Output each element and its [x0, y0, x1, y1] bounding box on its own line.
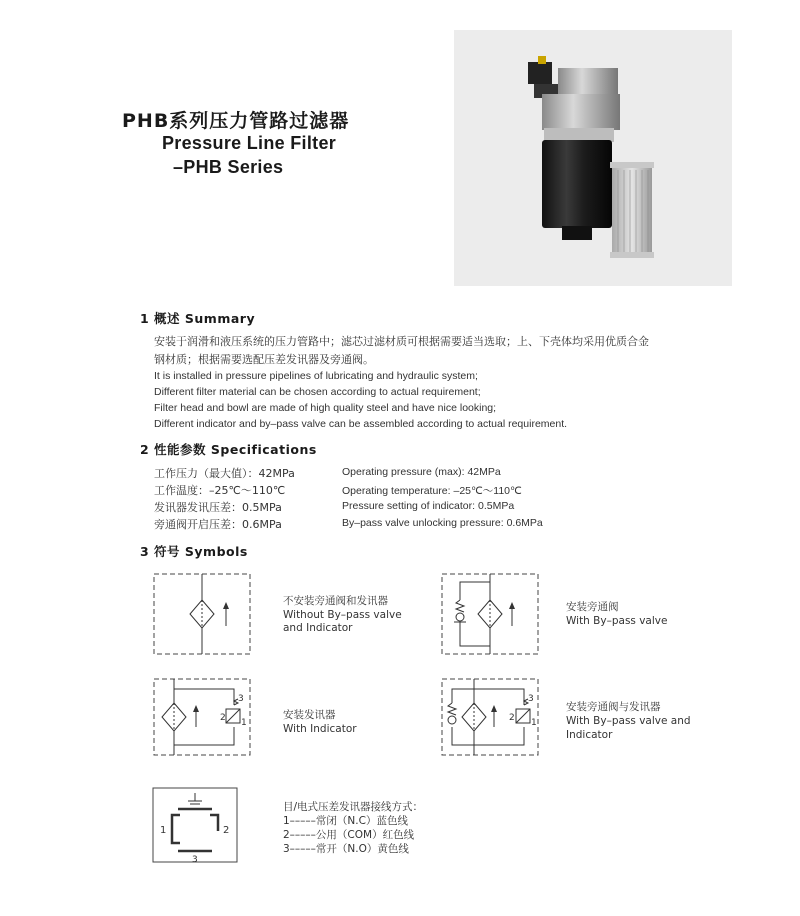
spec-cn-bypass: 旁通阀开启压差：0.6MPa [154, 518, 282, 531]
wiring-label-1: 1 [160, 825, 167, 836]
symbol3-en1: With Indicator [283, 723, 357, 735]
indicator-label-3: 3 [238, 694, 244, 704]
symbol3-cn: 安装发讯器 [283, 709, 336, 721]
symbol2-en1: With By–pass valve [566, 615, 668, 627]
spec-en-pressure: Operating pressure (max): 42MPa [342, 466, 501, 478]
symbol-filter-bypass-indicator [438, 675, 542, 759]
summary-en-line4: Different indicator and by–pass valve can be assembled according to actual requirement. [154, 418, 568, 430]
indicator-label-2: 2 [509, 713, 515, 723]
spec-en-temperature: Operating temperature: –25℃～110℃ [342, 485, 522, 497]
title-cn: PHB系列压力管路过滤器 [122, 110, 350, 132]
indicator-label-1: 1 [531, 718, 537, 728]
title-en-line2: –PHB Series [173, 157, 284, 177]
symbols-heading: 3 符号 Symbols [140, 544, 248, 559]
symbol1-en1: Without By–pass valve [283, 609, 402, 621]
summary-cn-line2: 钢材质；根据需要选配压差发讯器及旁通阀。 [154, 353, 374, 366]
symbol1-en2: and Indicator [283, 622, 353, 634]
wiring-line2: 2–––––公用（COM）红色线 [283, 829, 415, 841]
spec-cn-temperature: 工作温度：–25℃～110℃ [154, 484, 286, 497]
summary-en-line3: Filter head and bowl are made of high quality steel and have nice looking; [154, 402, 497, 414]
spec-en-bypass: By–pass valve unlocking pressure: 0.6MPa [342, 517, 543, 529]
summary-heading: 1 概述 Summary [140, 311, 256, 326]
symbol1-cn: 不安装旁通阀和发讯器 [283, 595, 388, 607]
spec-en-indicator: Pressure setting of indicator: 0.5MPa [342, 500, 515, 512]
symbol-filter-plain [150, 570, 254, 658]
spec-cn-indicator: 发讯器发讯压差：0.5MPa [154, 501, 282, 514]
summary-en-line2: Different filter material can be chosen according to actual requirement; [154, 386, 481, 398]
summary-cn-line1: 安装于润滑和液压系统的压力管路中；滤芯过滤材质可根据需要适当选取；上、下壳体均采用优质合金 [154, 335, 649, 348]
symbol2-cn: 安装旁通阀 [566, 601, 619, 613]
wiring-diagram [150, 785, 240, 867]
wiring-line1: 1–––––常闭（N.C）蓝色线 [283, 815, 408, 827]
symbol4-en2: Indicator [566, 729, 613, 741]
symbol4-cn: 安装旁通阀与发讯器 [566, 701, 661, 713]
wiring-line3: 3–––––常开（N.O）黄色线 [283, 843, 409, 855]
indicator-label-3: 3 [528, 694, 534, 704]
symbol-filter-bypass [438, 570, 542, 658]
title-en-line1: Pressure Line Filter [162, 133, 337, 153]
symbol4-en1: With By–pass valve and [566, 715, 691, 727]
wiring-label-2: 2 [223, 825, 230, 836]
indicator-label-2: 2 [220, 713, 226, 723]
specs-heading: 2 性能参数 Specifications [140, 442, 317, 457]
indicator-label-1: 1 [241, 718, 247, 728]
spec-cn-pressure: 工作压力（最大值）：42MPa [154, 467, 295, 480]
filter-product-icon [454, 30, 732, 286]
wiring-title: 目/电式压差发讯器接线方式： [283, 801, 424, 813]
wiring-label-3: 3 [192, 855, 198, 865]
summary-en-line1: It is installed in pressure pipelines of lubricating and hydraulic system; [154, 370, 478, 382]
product-photo [454, 30, 732, 286]
symbol-filter-indicator [150, 675, 254, 759]
